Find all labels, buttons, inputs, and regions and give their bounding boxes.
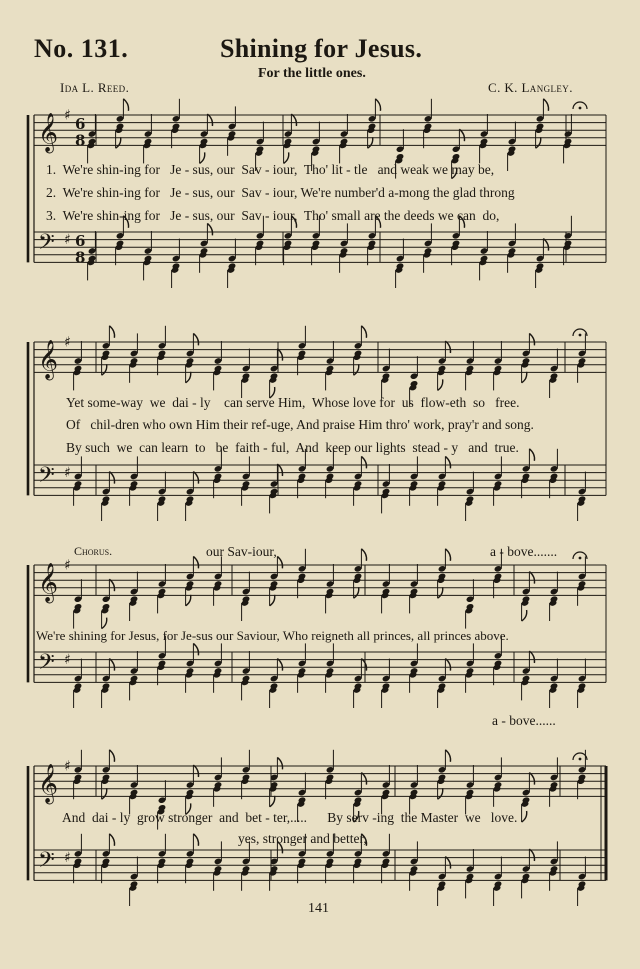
- treble-staff: [34, 766, 606, 796]
- verse-3-line-2: By such we can learn to be faith - ful, And keep our lights stead - y and true.: [66, 440, 519, 455]
- chorus-lower-text-2: yes, stronger and better,: [238, 831, 367, 846]
- verse-1-line-1: 1. We're shin-ing for Je - sus, our Sav - iour, Tho' lit - tle and weak we may be,: [46, 162, 495, 177]
- verse-2-line-2: Of chil-dren who own Him their ref-uge, And praise Him thro' work, pray'r and song.: [66, 417, 534, 432]
- lyricist-credit: Ida L. Reed.: [60, 80, 130, 95]
- treble-staff: [34, 342, 606, 372]
- sharp-icon: ♯: [64, 758, 71, 775]
- svg-text:8: 8: [75, 248, 86, 267]
- bass-staff: [34, 465, 606, 495]
- bass-clef-icon: 𝄢: [38, 463, 55, 494]
- treble-staff: [34, 565, 606, 595]
- chorus-upper-text-1: our Sav-iour,: [206, 544, 277, 559]
- hymn-number: No. 131.: [34, 34, 129, 63]
- bass-staff: [34, 850, 606, 880]
- page-number: 141: [308, 901, 329, 916]
- hymn-title: Shining for Jesus.: [220, 34, 423, 63]
- treble-clef-icon: 𝄞: [38, 562, 59, 603]
- treble-clef-icon: 𝄞: [38, 339, 59, 380]
- verse-1-line-2: Yet some-way we dai - ly can serve Him, Whose love for us flow-eth so free.: [66, 395, 520, 410]
- treble-clef-icon: 𝄞: [38, 112, 59, 153]
- bass-staff: [34, 652, 606, 682]
- verse-2-line-1: 2. We're shin-ing for Je - sus, our Sav - iour, We're number'd a-mong the glad throng: [46, 185, 515, 200]
- sharp-icon: ♯: [64, 557, 71, 574]
- hymn-subtitle: For the little ones.: [258, 66, 366, 81]
- bass-clef-icon: 𝄢: [38, 848, 55, 879]
- bass-clef-icon: 𝄢: [38, 650, 55, 681]
- svg-text:6: 6: [75, 115, 86, 134]
- sharp-icon: ♯: [64, 107, 71, 124]
- svg-text:8: 8: [75, 131, 86, 150]
- chorus-label: Chorus.: [74, 544, 113, 558]
- treble-clef-icon: 𝄞: [38, 763, 59, 804]
- sharp-icon: ♯: [64, 652, 71, 669]
- svg-text:6: 6: [75, 232, 86, 251]
- chorus-lower-text: a - bove......: [492, 713, 556, 728]
- sharp-icon: ♯: [64, 465, 71, 482]
- chorus-line-2: And dai - ly grow stronger and bet - ter,..... By serv -ing the Master we love.: [62, 810, 518, 825]
- chorus-line-1: We're shining for Jesus, for Je-sus our Saviour, Who reigneth all princes, all princes above.: [36, 628, 509, 643]
- sharp-icon: ♯: [64, 850, 71, 867]
- sharp-icon: ♯: [64, 334, 71, 351]
- bass-clef-icon: 𝄢: [38, 230, 55, 261]
- music-system-4: [28, 750, 606, 906]
- composer-credit: C. K. Langley.: [488, 80, 573, 95]
- verse-3-line-1: 3. We're shin-ing for Je - sus, our Sav - iour, Tho' small are the deeds we can do,: [46, 208, 500, 223]
- chorus-upper-text-2: a - bove.......: [490, 544, 558, 559]
- sharp-icon: ♯: [64, 232, 71, 249]
